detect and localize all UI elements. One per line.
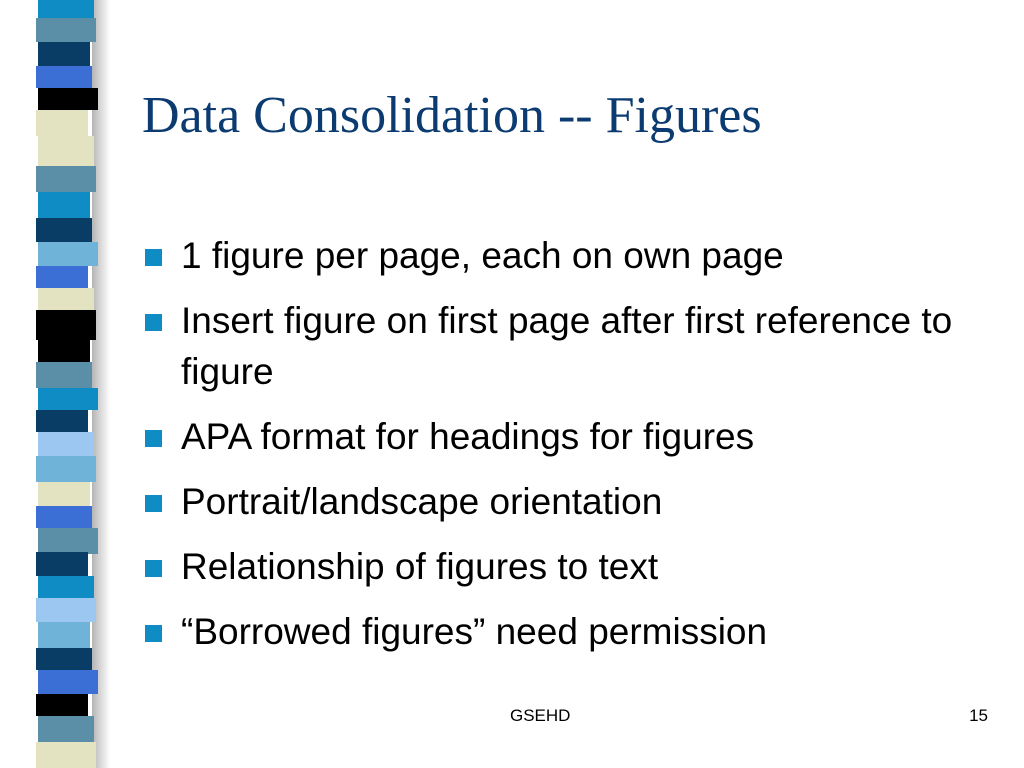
strip-block (38, 88, 98, 110)
square-bullet-icon (145, 625, 162, 642)
strip-block (38, 0, 94, 18)
strip-block (36, 552, 88, 576)
bullet-text: 1 figure per page, each on own page (181, 235, 784, 276)
strip-block (38, 670, 98, 694)
page-number: 15 (969, 706, 988, 725)
slide-title: Data Consolidation -- Figures (142, 87, 762, 144)
bullet-list (143, 230, 963, 671)
bullet-item (143, 541, 963, 592)
square-bullet-icon (145, 560, 162, 577)
strip-block (36, 66, 92, 88)
strip-block (38, 528, 98, 554)
bullet-text: Insert figure on first page after first reference to figure (181, 300, 953, 392)
strip-block (38, 576, 94, 598)
strip-block (36, 310, 96, 340)
strip-block (38, 42, 90, 66)
strip-block (36, 362, 92, 388)
bullet-text: “Borrowed figures” need permission (181, 611, 768, 652)
strip-block (36, 218, 92, 242)
bullet-item (143, 230, 963, 281)
strip-block (36, 742, 96, 768)
strip-block (36, 456, 96, 482)
decorative-strip (36, 0, 96, 768)
square-bullet-icon (145, 430, 162, 447)
strip-block (36, 506, 92, 528)
strip-block (36, 266, 88, 288)
bullet-item (143, 476, 963, 527)
strip-block (36, 410, 88, 432)
strip-block (38, 716, 94, 742)
strip-block (38, 388, 98, 410)
bullet-text: Relationship of figures to text (181, 546, 659, 587)
strip-block (38, 340, 90, 362)
bullet-item (143, 606, 963, 657)
strip-block (36, 18, 96, 42)
strip-block (38, 192, 90, 218)
strip-block (36, 598, 96, 622)
strip-block (36, 648, 92, 670)
strip-block (38, 288, 94, 310)
strip-block (36, 694, 88, 716)
strip-block (38, 242, 98, 266)
bullet-item (143, 411, 963, 462)
strip-block (38, 432, 94, 456)
strip-block (38, 136, 94, 166)
square-bullet-icon (145, 314, 162, 331)
square-bullet-icon (145, 249, 162, 266)
bullet-item (143, 295, 963, 397)
bullet-text: Portrait/landscape orientation (181, 481, 663, 522)
strip-block (36, 166, 96, 192)
strip-block (38, 482, 90, 506)
square-bullet-icon (145, 495, 162, 512)
footer-label: GSEHD (510, 706, 571, 725)
strip-block (36, 110, 88, 136)
bullet-text: APA format for headings for figures (181, 416, 755, 457)
strip-block (38, 622, 90, 648)
